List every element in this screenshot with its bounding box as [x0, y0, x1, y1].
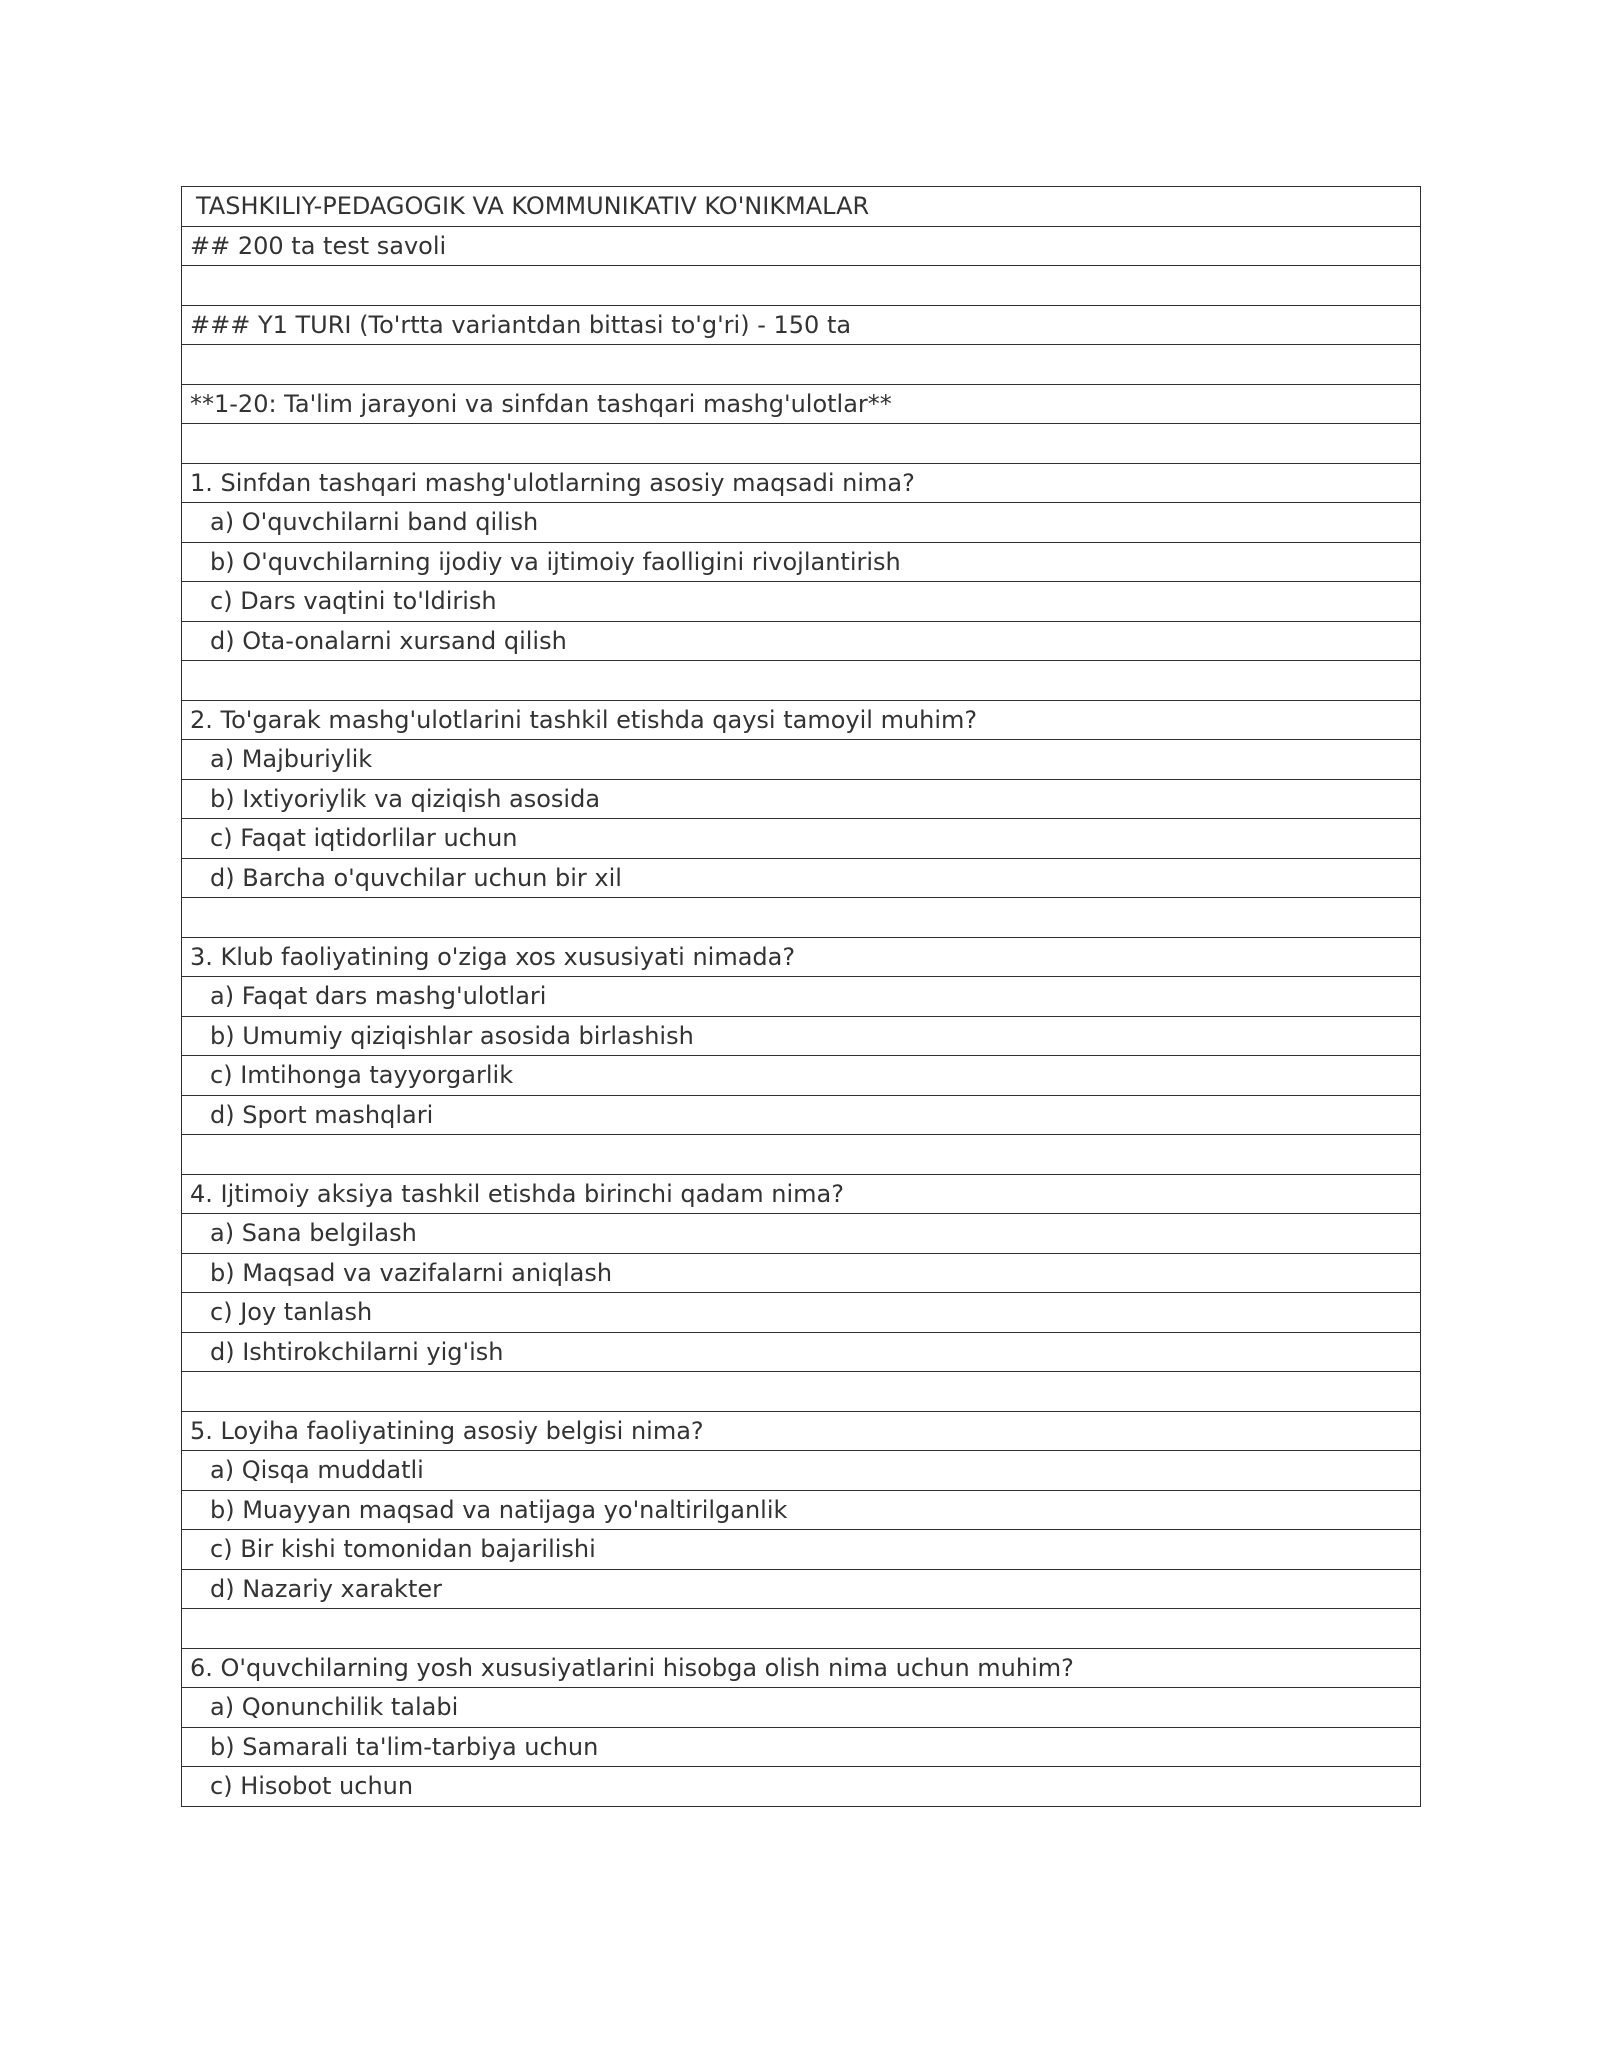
blank-row [182, 345, 1421, 385]
option-cell: c) Joy tanlash [182, 1293, 1421, 1333]
option-cell: b) Umumiy qiziqishlar asosida birlashish [182, 1016, 1421, 1056]
option-row [182, 1253, 1421, 1293]
option-cell: d) Ishtirokchilarni yig'ish [182, 1332, 1421, 1372]
option-row [182, 740, 1421, 780]
option-cell: c) Imtihonga tayyorgarlik [182, 1056, 1421, 1096]
text-cell: ### Y1 TURI (To'rtta variantdan bittasi to'g'ri) - 150 ta [182, 305, 1421, 345]
blank-cell [182, 1609, 1421, 1649]
option-cell: a) Sana belgilash [182, 1214, 1421, 1254]
option-row [182, 503, 1421, 543]
blank-row [182, 1372, 1421, 1412]
blank-row [182, 1609, 1421, 1649]
text-row [182, 226, 1421, 266]
option-row [182, 1293, 1421, 1333]
option-cell: b) O'quvchilarning ijodiy va ijtimoiy faolligini rivojlantirish [182, 542, 1421, 582]
option-row [182, 1056, 1421, 1096]
text-cell: ## 200 ta test savoli [182, 226, 1421, 266]
option-cell: a) Faqat dars mashg'ulotlari [182, 977, 1421, 1017]
text-cell: **1-20: Ta'lim jarayoni va sinfdan tashqari mashg'ulotlar** [182, 384, 1421, 424]
option-cell: d) Ota-onalarni xursand qilish [182, 621, 1421, 661]
question-cell: 5. Loyiha faoliyatining asosiy belgisi nima? [182, 1411, 1421, 1451]
blank-cell [182, 1135, 1421, 1175]
option-cell: d) Barcha o'quvchilar uchun bir xil [182, 858, 1421, 898]
option-cell: b) Maqsad va vazifalarni aniqlash [182, 1253, 1421, 1293]
option-cell: a) Qisqa muddatli [182, 1451, 1421, 1491]
question-row [182, 1648, 1421, 1688]
blank-row [182, 424, 1421, 464]
option-row [182, 1530, 1421, 1570]
option-row [182, 1767, 1421, 1807]
option-row [182, 858, 1421, 898]
option-row [182, 1451, 1421, 1491]
question-cell: 2. To'garak mashg'ulotlarini tashkil etishda qaysi tamoyil muhim? [182, 700, 1421, 740]
blank-cell [182, 1372, 1421, 1412]
blank-row [182, 661, 1421, 701]
option-row [182, 621, 1421, 661]
option-row [182, 1016, 1421, 1056]
question-cell: 6. O'quvchilarning yosh xususiyatlarini hisobga olish nima uchun muhim? [182, 1648, 1421, 1688]
option-row [182, 977, 1421, 1017]
option-cell: a) Majburiylik [182, 740, 1421, 780]
option-cell: c) Hisobot uchun [182, 1767, 1421, 1807]
option-row [182, 1688, 1421, 1728]
option-row [182, 819, 1421, 859]
blank-cell [182, 661, 1421, 701]
document-table-body [182, 187, 1421, 1807]
text-row [182, 305, 1421, 345]
option-cell: b) Samarali ta'lim-tarbiya uchun [182, 1727, 1421, 1767]
option-cell: a) Qonunchilik talabi [182, 1688, 1421, 1728]
question-cell: 1. Sinfdan tashqari mashg'ulotlarning asosiy maqsadi nima? [182, 463, 1421, 503]
option-cell: c) Bir kishi tomonidan bajarilishi [182, 1530, 1421, 1570]
option-row [182, 1490, 1421, 1530]
question-row [182, 1174, 1421, 1214]
option-row [182, 1095, 1421, 1135]
option-row [182, 582, 1421, 622]
blank-row [182, 266, 1421, 306]
question-cell: 3. Klub faoliyatining o'ziga xos xususiyati nimada? [182, 937, 1421, 977]
blank-row [182, 898, 1421, 938]
question-row [182, 700, 1421, 740]
option-cell: b) Muayyan maqsad va natijaga yo'naltirilganlik [182, 1490, 1421, 1530]
text-row [182, 384, 1421, 424]
question-cell: 4. Ijtimoiy aksiya tashkil etishda birinchi qadam nima? [182, 1174, 1421, 1214]
option-row [182, 1214, 1421, 1254]
question-row [182, 937, 1421, 977]
blank-cell [182, 898, 1421, 938]
title-row [182, 187, 1421, 227]
question-row [182, 1411, 1421, 1451]
blank-row [182, 1135, 1421, 1175]
question-row [182, 463, 1421, 503]
option-cell: c) Dars vaqtini to'ldirish [182, 582, 1421, 622]
option-row [182, 1727, 1421, 1767]
option-row [182, 1332, 1421, 1372]
option-cell: a) O'quvchilarni band qilish [182, 503, 1421, 543]
option-row [182, 542, 1421, 582]
option-cell: b) Ixtiyoriylik va qiziqish asosida [182, 779, 1421, 819]
option-row [182, 779, 1421, 819]
blank-cell [182, 424, 1421, 464]
blank-cell [182, 266, 1421, 306]
title-cell: TASHKILIY-PEDAGOGIK VA KOMMUNIKATIV KO'NIKMALAR [182, 187, 1421, 227]
option-cell: c) Faqat iqtidorlilar uchun [182, 819, 1421, 859]
option-row [182, 1569, 1421, 1609]
document-table [181, 186, 1421, 1807]
option-cell: d) Sport mashqlari [182, 1095, 1421, 1135]
blank-cell [182, 345, 1421, 385]
option-cell: d) Nazariy xarakter [182, 1569, 1421, 1609]
